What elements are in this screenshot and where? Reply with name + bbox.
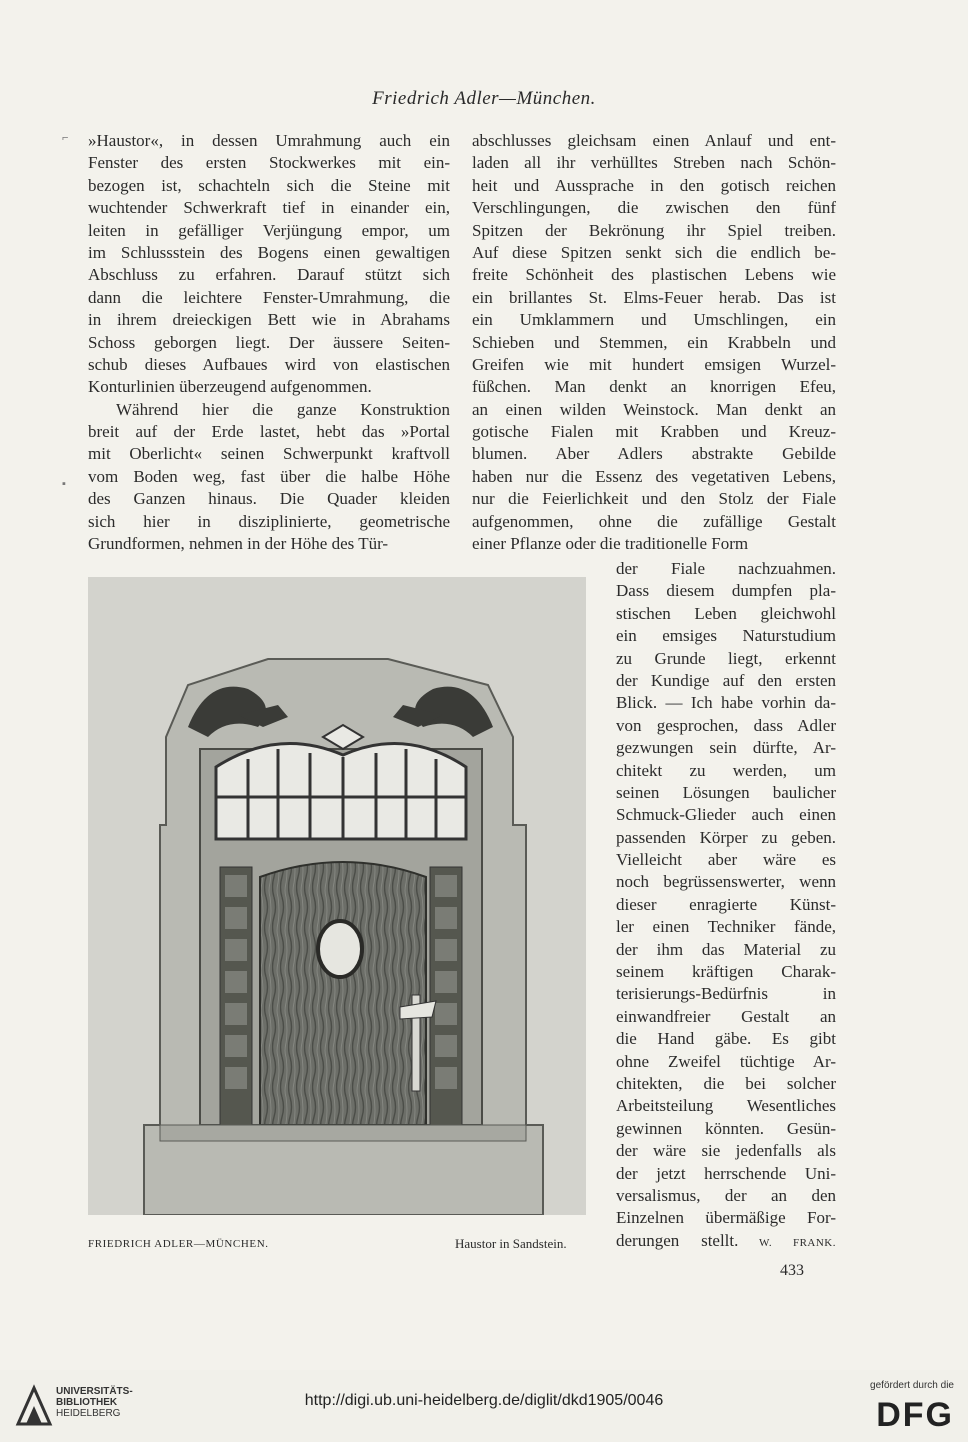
- dfg-logo[interactable]: DFG: [876, 1396, 954, 1434]
- text-line: füßchen. Man denkt an knorrigen Efeu,: [472, 377, 836, 397]
- text-line: ohne Zweifel tüchtige Ar-: [616, 1051, 836, 1071]
- text-line: in ihrem dreieckigen Bett wie in Abrahams: [88, 310, 450, 330]
- text-column-right-narrow: [616, 558, 836, 1252]
- author-signature: W. FRANK.: [738, 1236, 836, 1249]
- text-line: Blick. — Ich habe vorhin da-: [616, 693, 836, 713]
- text-line: terisierungs-Bedürfnis in: [616, 984, 836, 1004]
- text-line: blumen. Aber Adlers abstrakte Gebilde: [472, 444, 836, 464]
- door-illustration: [88, 577, 586, 1215]
- text-line: ler einen Techniker fände,: [616, 917, 836, 937]
- text-line: passenden Körper zu geben.: [616, 827, 836, 847]
- text-line: aufgenommen, ohne die zufällige Gestalt: [472, 511, 836, 531]
- text-column-right: [472, 130, 836, 555]
- text-line: heit und Aussprache in den gotisch reichen: [472, 175, 836, 195]
- text-line: stischen Leben gleichwohl: [616, 603, 836, 623]
- text-line: sich hier in disziplinierte, geometrische: [88, 511, 450, 531]
- text-line: gewinnen könnten. Gesün-: [616, 1118, 836, 1138]
- text-line: Während hier die ganze Konstruktion: [116, 399, 450, 419]
- text-line: gotische Fialen mit Krabben und Kreuz-: [472, 422, 836, 442]
- text-line: der Fiale nachzuahmen.: [616, 559, 836, 578]
- permalink-url[interactable]: http://digi.ub.uni-heidelberg.de/diglit/dkd1905/0046: [304, 1392, 664, 1409]
- text-line: leiten in gefälliger Verjüngung empor, um: [88, 220, 450, 240]
- text-line: Spitzen der Bekrönung ihr Spiel treiben.: [472, 220, 836, 240]
- text-line: Dass diesem dumpfen pla-: [616, 581, 836, 601]
- text-line: laden all ihr verhülltes Streben nach Schön-: [472, 153, 836, 173]
- text-line: dieser enragierte Künst-: [616, 894, 836, 914]
- text-line: im Schlussstein des Bogens einen gewaltigen: [88, 242, 450, 262]
- margin-mark-icon: ⌐: [62, 132, 69, 144]
- text-line: derungen stellt. W. FRANK.: [616, 1230, 836, 1250]
- text-line: dann die leichtere Fenster-Umrahmung, die: [88, 287, 450, 307]
- text-line: ein brillantes St. Elms-Feuer herab. Das ist: [472, 287, 836, 307]
- text-line: versalismus, der an den: [616, 1185, 836, 1205]
- figure-caption-title: Haustor in Sandstein.: [455, 1236, 567, 1251]
- text-line: des Ganzen hinaus. Die Quader kleiden: [88, 489, 450, 509]
- page-number: 433: [780, 1262, 804, 1279]
- text-line: vom Boden weg, fast über die halbe Höhe: [88, 466, 450, 486]
- text-line: einer Pflanze oder die traditionelle Form: [472, 534, 749, 554]
- text-line: wuchtender Schwerkraft tief in einander ein,: [88, 198, 450, 218]
- text-line: seinen Lösungen baulicher: [616, 782, 836, 802]
- text-line: ein emsiges Naturstudium: [616, 626, 836, 646]
- text-column-left: [88, 130, 450, 555]
- text-line: Verschlingungen, die zwischen den fünf: [472, 198, 836, 218]
- text-line: breit auf der Erde lastet, hebt das »Portal: [88, 422, 450, 442]
- text-line: die Hand gäbe. Es gibt: [616, 1029, 836, 1049]
- text-line: freite Schönheit des plastischen Lebens wie: [472, 265, 836, 285]
- text-line: an einen wilden Weinstock. Man denkt an: [472, 399, 836, 419]
- text-line: abschlusses gleichsam einen Anlauf und ent-: [472, 131, 836, 150]
- text-line: der jetzt herrschende Uni-: [616, 1163, 836, 1183]
- text-line: Abschluss zu erfahren. Darauf stützt sich: [88, 265, 450, 285]
- text-line: Greifen wie mit hundert emsigen Wurzel-: [472, 354, 836, 374]
- figure-caption-author: FRIEDRICH ADLER—MÜNCHEN.: [88, 1238, 269, 1250]
- text-line: einwandfreier Gestalt an: [616, 1006, 836, 1026]
- text-line: der wäre sie jedenfalls als: [616, 1141, 836, 1161]
- text-line: der ihm das Material zu: [616, 939, 836, 959]
- text-line: haben nur die Essenz des vegetativen Lebens,: [472, 466, 836, 486]
- text-line: »Haustor«, in dessen Umrahmung auch ein: [88, 131, 450, 150]
- text-line: ein Umklammern und Umschlingen, ein: [472, 310, 836, 330]
- text-line: Auf diese Spitzen senkt sich die endlich be-: [472, 242, 836, 262]
- text-line: noch begrüssenswerter, wenn: [616, 872, 836, 892]
- text-line: seinem kräftigen Charak-: [616, 962, 836, 982]
- text-line: Einzelnen übermäßige For-: [616, 1208, 836, 1228]
- text-line: zu Grunde liegt, erkennt: [616, 648, 836, 668]
- text-line: chitekt zu werden, um: [616, 760, 836, 780]
- text-line: von gesprochen, dass Adler: [616, 715, 836, 735]
- text-line: nur die Feierlichkeit und den Stolz der Fiale: [472, 489, 836, 509]
- text-line: Vielleicht aber wäre es: [616, 850, 836, 870]
- text-line: Schoss geborgen liegt. Der äussere Seiten-: [88, 332, 450, 352]
- running-title: Friedrich Adler—München.: [372, 88, 596, 109]
- margin-mark-icon: ▪: [62, 478, 66, 490]
- text-line: bezogen ist, schachteln sich die Steine mit: [88, 175, 450, 195]
- text-line: mit Oberlicht« seinen Schwerpunkt kraftvoll: [88, 444, 450, 464]
- sandstone-door-icon: [88, 577, 586, 1215]
- text-line: Konturlinien überzeugend aufgenommen.: [88, 377, 372, 397]
- text-line: Schieben und Stemmen, ein Krabbeln und: [472, 332, 836, 352]
- text-line: Grundformen, nehmen in der Höhe des Tür-: [88, 534, 389, 554]
- text-line: gezwungen sein dürfte, Ar-: [616, 738, 836, 758]
- text-line: schub dieses Aufbaues wird von elastischen: [88, 354, 450, 374]
- footer-bar: [0, 1370, 968, 1442]
- text-line: Fenster des ersten Stockwerkes mit ein-: [88, 153, 450, 173]
- university-library-name[interactable]: UNIVERSITÄTS- BIBLIOTHEK HEIDELBERG: [56, 1386, 133, 1419]
- text-line: chitekten, die bei solcher: [616, 1073, 836, 1093]
- text-line: Arbeitsteilung Wesentliches: [616, 1096, 836, 1116]
- text-line: Schmuck-Glieder auch einen: [616, 805, 836, 825]
- text-line: der Kundige auf den ersten: [616, 670, 836, 690]
- funding-label: gefördert durch die: [870, 1380, 954, 1391]
